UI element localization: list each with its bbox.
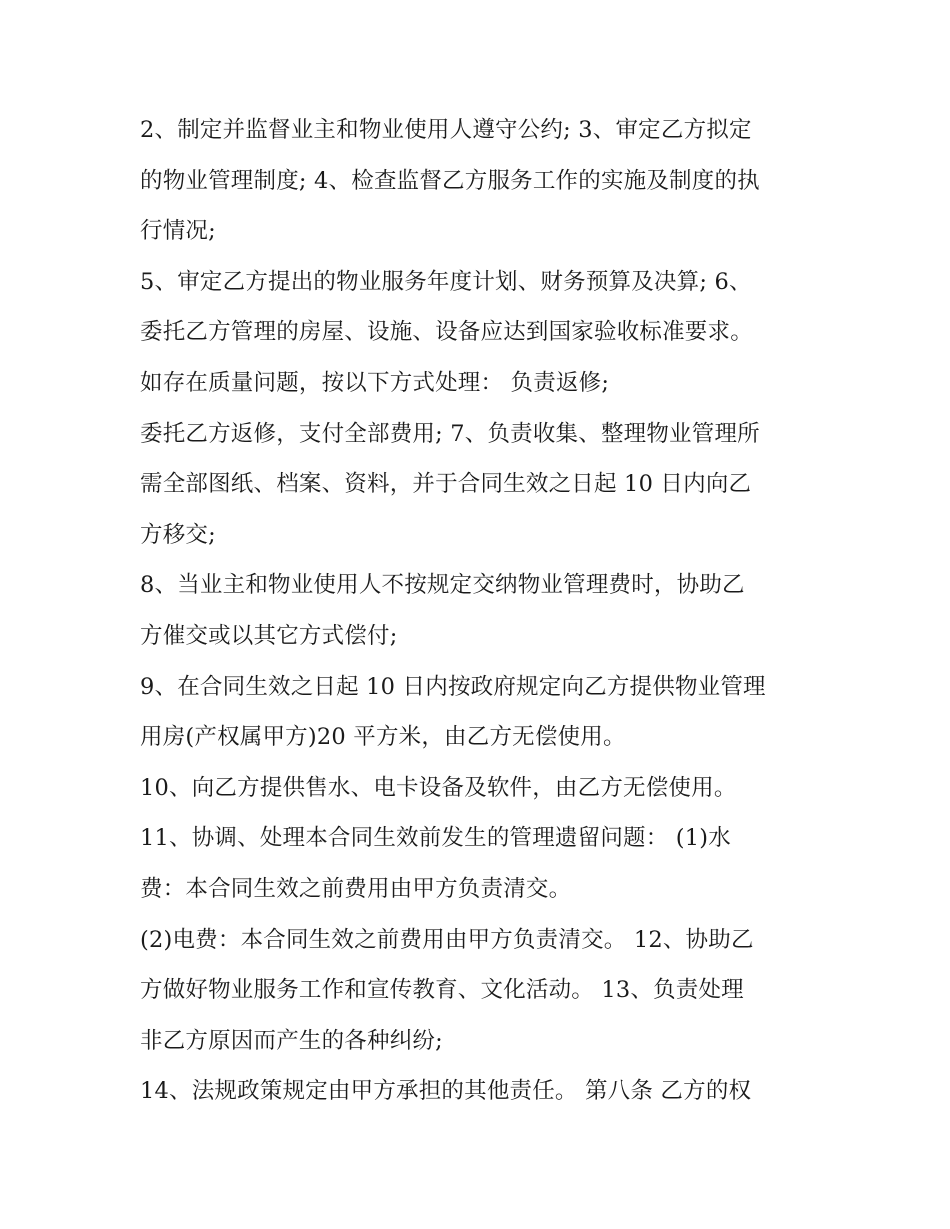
- text-line-17: (2)电费：本合同生效之前费用由甲方负责清交。 12、协助乙: [140, 927, 754, 953]
- text-line-14: 10、向乙方提供售水、电卡设备及软件，由乙方无偿使用。: [140, 775, 737, 801]
- text-line-19: 非乙方原因而产生的各种纠纷;: [140, 1028, 443, 1054]
- text-line-1: 2、制定并监督业主和物业使用人遵守公约; 3、审定乙方拟定: [140, 117, 752, 143]
- text-line-3: 行情况;: [140, 218, 216, 244]
- text-line-2: 的物业管理制度; 4、检查监督乙方服务工作的实施及制度的执: [140, 168, 760, 194]
- text-line-18: 方做好物业服务工作和宣传教育、文化活动。 13、负责处理: [140, 977, 744, 1003]
- text-line-7: 委托乙方返修，支付全部费用; 7、负责收集、整理物业管理所: [140, 421, 760, 447]
- text-line-6: 如存在质量问题，按以下方式处理： 负责返修;: [140, 370, 610, 396]
- text-line-5: 委托乙方管理的房屋、设施、设备应达到国家验收标准要求。: [140, 319, 753, 345]
- text-line-20: 14、法规政策规定由甲方承担的其他责任。 第八条 乙方的权: [140, 1078, 752, 1104]
- text-line-11: 方催交或以其它方式偿付;: [140, 623, 398, 649]
- text-line-12: 9、在合同生效之日起 10 日内按政府规定向乙方提供物业管理: [140, 674, 766, 700]
- text-line-8: 需全部图纸、档案、资料，并于合同生效之日起 10 日内向乙: [140, 471, 752, 497]
- text-line-15: 11、协调、处理本合同生效前发生的管理遗留问题： (1)水: [140, 825, 731, 851]
- text-line-10: 8、当业主和物业使用人不按规定交纳物业管理费时，协助乙: [140, 572, 745, 598]
- text-line-16: 费：本合同生效之前费用由甲方负责清交。: [140, 876, 572, 902]
- text-line-13: 用房(产权属甲方)20 平方米，由乙方无偿使用。: [140, 724, 626, 750]
- text-line-4: 5、审定乙方提出的物业服务年度计划、财务预算及决算; 6、: [140, 269, 752, 295]
- text-line-9: 方移交;: [140, 522, 216, 548]
